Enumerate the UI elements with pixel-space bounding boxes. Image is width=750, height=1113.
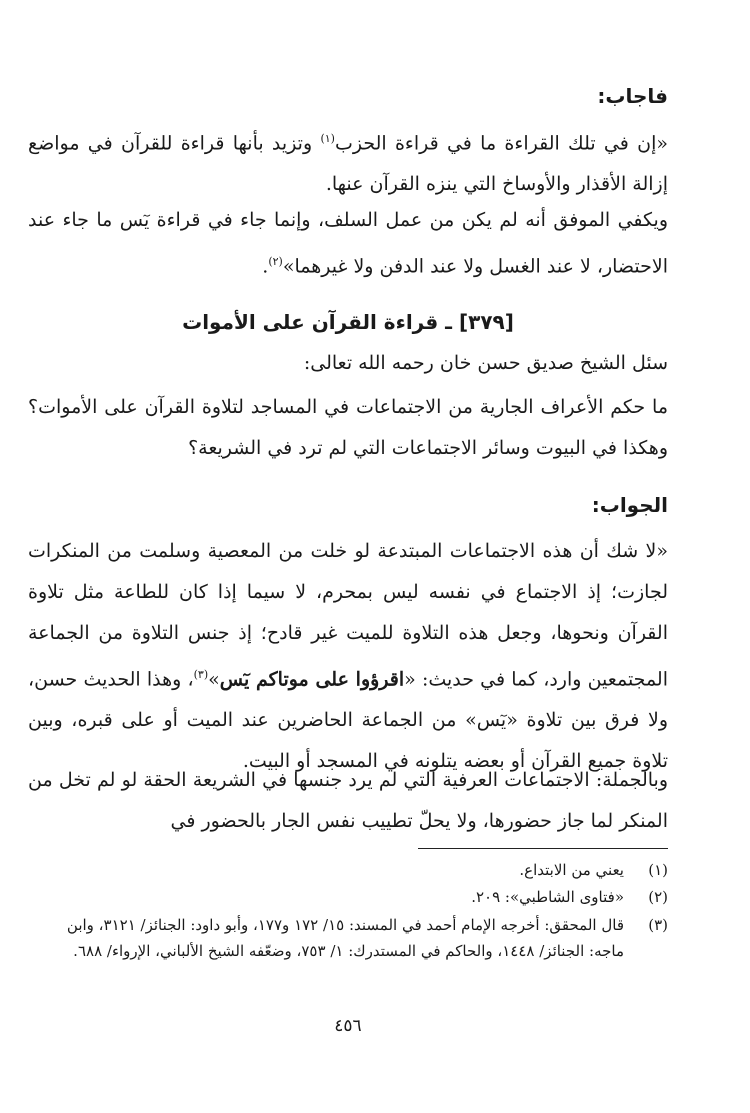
footnote-2: [28, 884, 668, 910]
footnote-3-number: (٣): [648, 916, 668, 934]
paragraph-1-text-cont: وتزيد بأنها قراءة للقرآن في مواضع إزالة الأقذار والأوساخ التي ينزه القرآن عنها.: [28, 132, 668, 196]
footnote-3-text: قال المحقق: أخرجه الإمام أحمد في المسند: ١٥/ ١٧٢ و١٧٧، وأبو داود: الجنائز/ ٣١٢١، وابن ماجه: الجنائز/ ١٤٤٨، والحاكم في المستدرك: ١/ ٧٥٣، وضعّفه الشيخ الألباني، الإرواء/ ٦٨٨.: [66, 916, 624, 960]
reply-paragraph-2: وبالجملة: الاجتماعات العرفية التي لم يرد جنسها في الشريعة الحقة لو لم تخل من المنكر لما جاز حضورها، ولا يحلّ تطييب نفس الجار بالحضور في: [28, 769, 668, 832]
question-intro: سئل الشيخ صديق حسن خان رحمه الله تعالى:: [303, 352, 668, 374]
footnote-ref-2: (٢): [268, 255, 283, 268]
reply-paragraph-1-text: «لا شك أن هذه الاجتماعات المبتدعة لو خلت من المعصية وسلمت من المنكرات لجازت؛ إذ الاجتماع في نفسه ليس بمحرم، لا سيما إذا كان للطاعة مثل تلاوة القرآن ونحوها، وجعل هذه التلاوة للميت غير قادح؛ إذ جنس التلاوة من الجماعة المجتمعين وارد، كما في حديث: «: [28, 540, 668, 691]
section-title: [٣٧٩] ـ قراءة القرآن على الأموات: [182, 310, 514, 334]
reply-heading: الجواب:: [591, 493, 668, 517]
page-number: ٤٥٦: [334, 1016, 362, 1036]
reply-paragraph-1: [28, 531, 668, 782]
footnote-2-number: (٢): [648, 888, 668, 906]
paragraph-2-end: .: [262, 255, 269, 278]
footnote-2-text: «فتاوى الشاطبي»: ٢٠٩.: [471, 888, 624, 906]
hadith-quote: اقرؤوا على موتاكم يٓس: [219, 668, 405, 691]
paragraph-2: [28, 200, 668, 287]
reply-paragraph-1-text-cont: ، وهذا الحديث حسن، ولا فرق بين تلاوة «يٓس» من الجماعة الحاضرين عند الميت أو على قبره، وبين تلاوة جميع القرآن أو بعضه يتلونه في المسجد أو البيت.: [28, 668, 668, 773]
answer-heading: فاجاب:: [597, 84, 668, 108]
footnote-separator: [418, 848, 668, 849]
footnote-1-text: يعني من الابتداع.: [519, 861, 624, 879]
footnote-1: [28, 857, 668, 883]
paragraph-2-text: ويكفي الموفق أنه لم يكن من عمل السلف، وإنما جاء في قراءة يٓس ما جاء عند الاحتضار، لا عند الغسل ولا عند الدفن ولا غيرهما»: [28, 209, 668, 278]
footnote-1-number: (١): [648, 861, 668, 879]
footnote-ref-3: (٣): [193, 668, 209, 681]
paragraph-1-text: «إن في تلك القراءة ما في قراءة الحزب: [334, 132, 668, 155]
paragraph-1: [28, 118, 668, 205]
footnote-ref-1: (١): [320, 132, 335, 145]
question-text: ما حكم الأعراف الجارية من الاجتماعات في المساجد لتلاوة القرآن على الأموات؟ وهكذا في البيوت وسائر الاجتماعات التي لم ترد في الشريعة؟: [28, 396, 668, 459]
hadith-close: »: [208, 668, 220, 691]
document-page: [28, 0, 668, 1113]
